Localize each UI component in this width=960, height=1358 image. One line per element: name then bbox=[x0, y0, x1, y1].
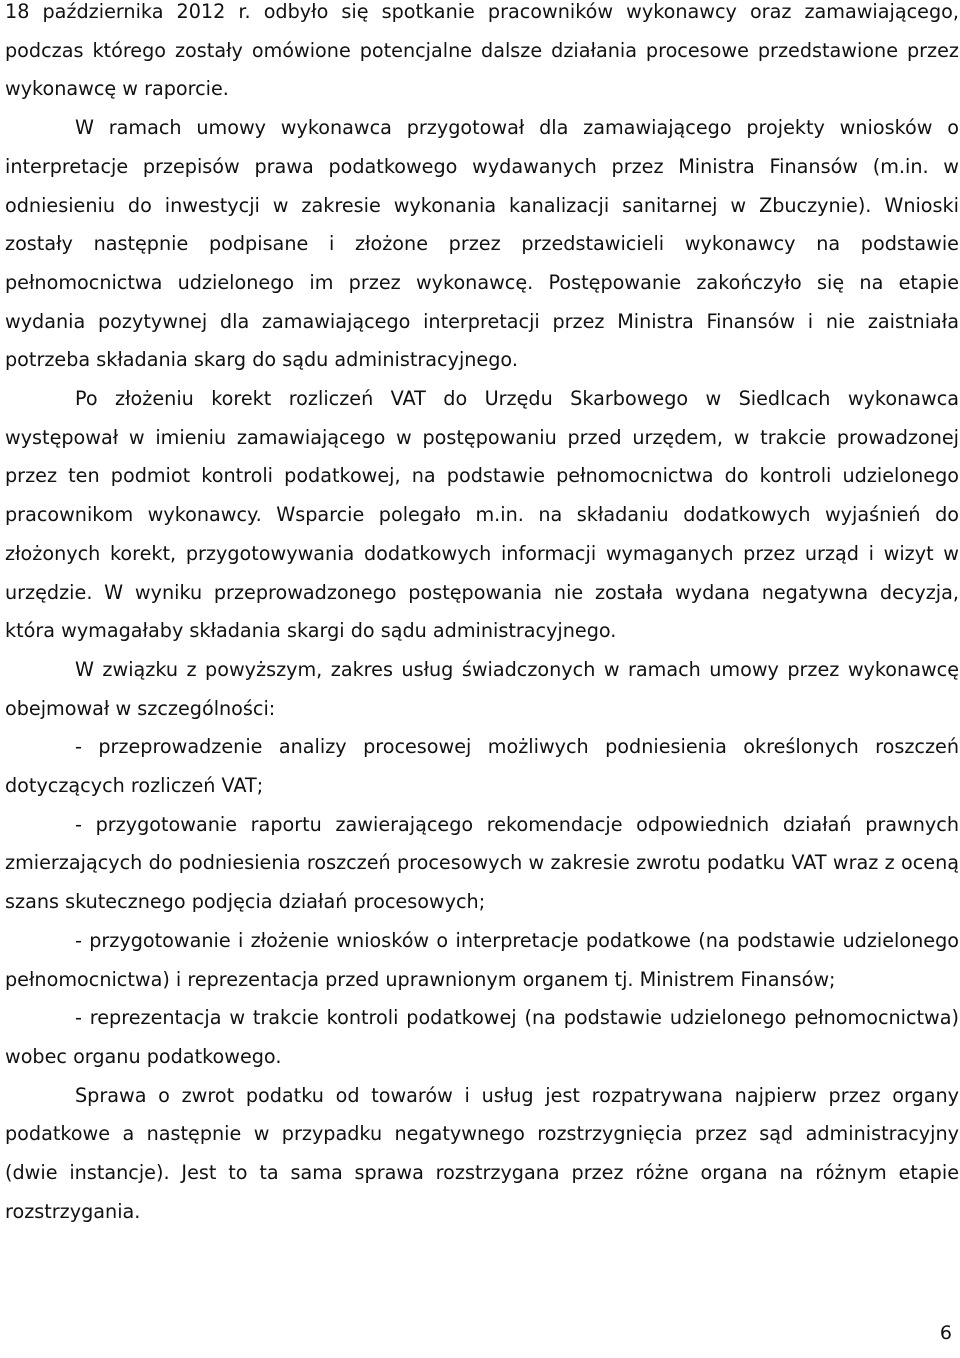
paragraph-interpretations: W ramach umowy wykonawca przygotował dla zamawiającego projekty wniosków o interpretacje przepisów prawa podatkowego wydawanych przez Ministra Finansów (m.in. w odniesieniu do inwestycji w zakresie wykonania kanalizacji sanitarnej w Zbuczynie). Wnioski zostały następnie podpisane i złożone przez przedstawicieli wykonawcy na podstawie pełnomocnictwa udzielonego im przez wykonawcę. Postępowanie zakończyło się na etapie wydania pozytywnej dla zamawiającego interpretacji przez Ministra Finansów i nie zaistniała potrzeba składania skarg do sądu administracyjnego. bbox=[5, 116, 959, 372]
page-number: 6 bbox=[939, 1322, 952, 1344]
list-item-interpretations: - przygotowanie i złożenie wniosków o interpretacje podatkowe (na podstawie udzielonego pełnomocnictwa) i reprezentacja przed uprawnionym organem tj. Ministrem Finansów; bbox=[5, 928, 959, 991]
paragraph-meeting: 18 października 2012 r. odbyło się spotkanie pracowników wykonawcy oraz zamawiającego, podczas którego zostały omówione potencjalne dalsze działania procesowe przedstawione przez wykonawcę w raporcie. bbox=[5, 0, 959, 101]
paragraph-vat-corrections: Po złożeniu korekt rozliczeń VAT do Urzędu Skarbowego w Siedlcach wykonawca występował w imieniu zamawiającego w postępowaniu przed urzędem, w trakcie prowadzonej przez ten podmiot kontroli podatkowej, na podstawie pełnomocnictwa do kontroli udzielonego pracownikom wykonawcy. Wsparcie polegało m.in. na składaniu dodatkowych wyjaśnień do złożonych korekt, przygotowywania dodatkowych informacji wymaganych przez urząd i wizyt w urzędzie. W wyniku przeprowadzonego postępowania nie została wydana negatywna decyzja, która wymagałaby składania skargi do sądu administracyjnego. bbox=[5, 387, 959, 643]
paragraph-tax-refund-case: Sprawa o zwrot podatku od towarów i usług jest rozpatrywana najpierw przez organy podatkowe a następnie w przypadku negatywnego rozstrzygnięcia przez sąd administracyjny (dwie instancje). Jest to ta sama sprawa rozstrzygana przez różne organa na różnym etapie rozstrzygania. bbox=[5, 1083, 959, 1223]
list-item-report: - przygotowanie raportu zawierającego rekomendacje odpowiednich działań prawnych zmierzających do podniesienia roszczeń procesowych w zakresie zwrotu podatku VAT wraz z oceną szans skutecznego podjęcia działań procesowych; bbox=[5, 812, 959, 914]
list-item-representation: - reprezentacja w trakcie kontroli podatkowej (na podstawie udzielonego pełnomocnictwa) wobec organu podatkowego. bbox=[5, 1006, 959, 1068]
paragraph-scope-intro: W związku z powyższym, zakres usług świadczonych w ramach umowy przez wykonawcę obejmował w szczególności: bbox=[5, 657, 959, 720]
list-item-analysis: - przeprowadzenie analizy procesowej możliwych podniesienia określonych roszczeń dotyczących rozliczeń VAT; bbox=[5, 735, 959, 798]
document-page bbox=[5, 0, 959, 1232]
